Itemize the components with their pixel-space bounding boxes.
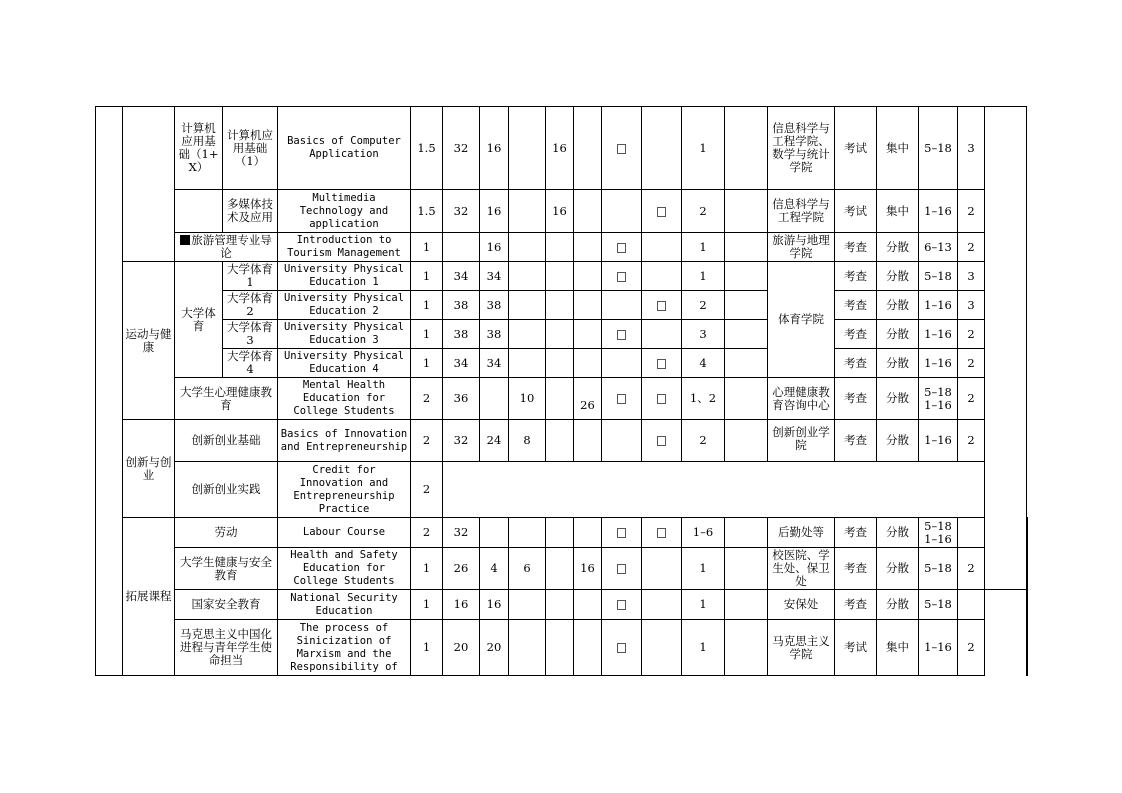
- category-label: 运动与健康: [123, 262, 175, 420]
- department: 旅游与地理学院: [768, 233, 835, 262]
- table-row: [96, 233, 1028, 262]
- teaching-mode: 分散: [877, 378, 919, 420]
- hours-col-c2: 16: [574, 548, 602, 590]
- checkbox-icon: [617, 394, 626, 404]
- cell: [509, 518, 546, 548]
- cell: [574, 420, 602, 462]
- cell: [509, 590, 546, 620]
- exam-type: 考查: [835, 291, 877, 320]
- exam-type: 考查: [835, 548, 877, 590]
- weeks: 1–16: [919, 320, 958, 349]
- course-name-en: Basics of Innovation and Entrepreneurship: [278, 420, 411, 462]
- course-name: 劳动: [175, 518, 278, 548]
- course-name-en: Labour Course: [278, 518, 411, 548]
- cell: [642, 620, 682, 676]
- checkbox-cell: [642, 291, 682, 320]
- course-name-text: 旅游管理专业导论: [191, 233, 272, 260]
- cell: [546, 349, 574, 378]
- cell: [546, 291, 574, 320]
- category-label: 拓展课程: [123, 518, 175, 676]
- credit: 1: [411, 548, 443, 590]
- cell: [642, 233, 682, 262]
- course-table: [95, 106, 1028, 676]
- credit: 1: [411, 320, 443, 349]
- course-name: 大学体育2: [223, 291, 278, 320]
- exam-type: 考查: [835, 420, 877, 462]
- hours: 20: [443, 620, 480, 676]
- checkbox-icon: [617, 528, 626, 538]
- course-name-en: University Physical Education 2: [278, 291, 411, 320]
- term: 4: [682, 349, 725, 378]
- theory-hours: 34: [480, 262, 509, 291]
- cell: [642, 548, 682, 590]
- course-name: 国家安全教育: [175, 590, 278, 620]
- term: 1: [682, 620, 725, 676]
- weekly-hours: 2: [958, 548, 985, 590]
- cell: [574, 190, 602, 233]
- credit: 2: [411, 420, 443, 462]
- department: 安保处: [768, 590, 835, 620]
- checkbox-icon: [657, 436, 666, 446]
- cell: [546, 320, 574, 349]
- checkbox-icon: [617, 643, 626, 653]
- hours: [443, 233, 480, 262]
- checkbox-cell: [602, 620, 642, 676]
- cell: [574, 291, 602, 320]
- term: 1: [682, 262, 725, 291]
- cell: [546, 590, 574, 620]
- teaching-mode: 分散: [877, 518, 919, 548]
- credit: 2: [411, 462, 443, 518]
- table-row: [96, 378, 1028, 420]
- credit: 2: [411, 518, 443, 548]
- checkbox-icon: [617, 600, 626, 610]
- weeks-b: 1–16: [924, 531, 952, 546]
- term: 1–6: [682, 518, 725, 548]
- cell: [725, 420, 768, 462]
- marker-square-icon: [180, 235, 190, 245]
- table-row: [96, 190, 1028, 233]
- theory-hours: 20: [480, 620, 509, 676]
- checkbox-cell: [642, 378, 682, 420]
- hours: 36: [443, 378, 480, 420]
- cell: [725, 262, 768, 291]
- checkbox-cell: [602, 590, 642, 620]
- cell: [725, 233, 768, 262]
- weekly-hours: 2: [958, 378, 985, 420]
- teaching-mode: 分散: [877, 291, 919, 320]
- hours: 34: [443, 262, 480, 291]
- weeks: 6–13: [919, 233, 958, 262]
- exam-type: 考查: [835, 349, 877, 378]
- category-label: 创新与创业: [123, 420, 175, 518]
- cell: [509, 291, 546, 320]
- cell: [546, 620, 574, 676]
- cell: [602, 190, 642, 233]
- credit: 1: [411, 620, 443, 676]
- empty-merged-cell: [443, 462, 985, 518]
- weekly-hours: [958, 590, 985, 620]
- teaching-mode: 分散: [877, 590, 919, 620]
- cell: [480, 518, 509, 548]
- checkbox-cell: [602, 320, 642, 349]
- course-name: 马克思主义中国化进程与青年学生使命担当: [175, 620, 278, 676]
- cell: [574, 233, 602, 262]
- cell: [574, 349, 602, 378]
- teaching-mode: 分散: [877, 420, 919, 462]
- cell: [546, 548, 574, 590]
- weekly-hours: 2: [958, 320, 985, 349]
- course-name: 创新创业基础: [175, 420, 278, 462]
- department: 创新创业学院: [768, 420, 835, 462]
- weeks: 1–16: [919, 349, 958, 378]
- theory-hours: 4: [480, 548, 509, 590]
- weeks: 5–18: [919, 548, 958, 590]
- theory-hours: 24: [480, 420, 509, 462]
- teaching-mode: 分散: [877, 349, 919, 378]
- weekly-hours: 2: [958, 233, 985, 262]
- weekly-hours: 2: [958, 420, 985, 462]
- cell: [574, 518, 602, 548]
- weeks: [919, 378, 958, 420]
- teaching-mode: 分散: [877, 320, 919, 349]
- hours: 32: [443, 420, 480, 462]
- course-name: 创新创业实践: [175, 462, 278, 518]
- credit: 1: [411, 349, 443, 378]
- course-name-en: University Physical Education 3: [278, 320, 411, 349]
- course-group: 计算机应用基础（1+X）: [175, 107, 223, 190]
- cell: [602, 420, 642, 462]
- hours: 32: [443, 518, 480, 548]
- checkbox-cell: [602, 548, 642, 590]
- cell: [725, 107, 768, 190]
- credit: 1.5: [411, 107, 443, 190]
- course-name-en: Introduction to Tourism Management: [278, 233, 411, 262]
- teaching-mode: 分散: [877, 233, 919, 262]
- course-name-en: Mental Health Education for College Students: [278, 378, 411, 420]
- exam-type: 考试: [835, 190, 877, 233]
- term: 3: [682, 320, 725, 349]
- department: 体育学院: [768, 262, 835, 378]
- department: 后勤处等: [768, 518, 835, 548]
- cell: [725, 349, 768, 378]
- checkbox-cell: [602, 378, 642, 420]
- cell: [509, 190, 546, 233]
- course-name: 大学体育3: [223, 320, 278, 349]
- table-row: [96, 462, 1028, 518]
- theory-hours: 16: [480, 107, 509, 190]
- department: 信息科学与工程学院、数学与统计学院: [768, 107, 835, 190]
- department: 心理健康教育咨询中心: [768, 378, 835, 420]
- cell: [546, 262, 574, 291]
- hours: 38: [443, 291, 480, 320]
- practice-hours: 16: [546, 190, 574, 233]
- table-row: [96, 420, 1028, 462]
- course-name: 大学生心理健康教育: [175, 378, 278, 420]
- cell: [725, 291, 768, 320]
- weekly-hours: 3: [958, 262, 985, 291]
- cell: [725, 518, 768, 548]
- weeks: 5–18: [919, 262, 958, 291]
- course-name: 大学生健康与安全教育: [175, 548, 278, 590]
- table-row: [96, 262, 1028, 291]
- weekly-hours: 3: [958, 291, 985, 320]
- note-all-required: [1027, 518, 1028, 676]
- hours: 16: [443, 590, 480, 620]
- checkbox-icon: [617, 243, 626, 253]
- practice-hours: 16: [546, 107, 574, 190]
- weekly-hours: 2: [958, 190, 985, 233]
- practice-hours: 8: [509, 420, 546, 462]
- cell: [509, 262, 546, 291]
- hours: 38: [443, 320, 480, 349]
- checkbox-icon: [657, 528, 666, 538]
- course-name-en: Health and Safety Education for College Students: [278, 548, 411, 590]
- theory-hours: 16: [480, 233, 509, 262]
- course-name: 多媒体技术及应用: [223, 190, 278, 233]
- checkbox-cell: [642, 190, 682, 233]
- left-margin-cell: [96, 107, 123, 676]
- weeks: 5–18: [919, 107, 958, 190]
- weekly-hours: 2: [958, 620, 985, 676]
- weekly-hours: 2: [958, 349, 985, 378]
- checkbox-icon: [617, 272, 626, 282]
- checkbox-icon: [657, 394, 666, 404]
- table-row: [96, 620, 1028, 676]
- teaching-mode: 集中: [877, 107, 919, 190]
- table-row: [96, 107, 1028, 190]
- checkbox-cell: [642, 420, 682, 462]
- weeks-a: 5–18: [924, 518, 952, 533]
- term: 1: [682, 107, 725, 190]
- checkbox-icon: [617, 144, 626, 154]
- teaching-mode: 分散: [877, 548, 919, 590]
- table-row: [96, 548, 1028, 590]
- cell: [725, 590, 768, 620]
- checkbox-cell: [602, 233, 642, 262]
- credit: 2: [411, 378, 443, 420]
- weeks: 1–16: [919, 620, 958, 676]
- cell: [725, 378, 768, 420]
- cell: [546, 518, 574, 548]
- theory-hours: 16: [480, 190, 509, 233]
- exam-type: 考查: [835, 518, 877, 548]
- cell: [509, 620, 546, 676]
- course-name-en: University Physical Education 4: [278, 349, 411, 378]
- cell: [175, 190, 223, 233]
- credit: 1: [411, 291, 443, 320]
- weeks-a: 5–18: [924, 384, 952, 399]
- table-row: [96, 518, 1028, 548]
- department: 校医院、学生处、保卫处: [768, 548, 835, 590]
- exam-type: 考查: [835, 262, 877, 291]
- table-row: [96, 590, 1028, 620]
- cell: [602, 291, 642, 320]
- weeks: 5–18: [919, 590, 958, 620]
- term: 1、2: [682, 378, 725, 420]
- hours: 32: [443, 190, 480, 233]
- exam-type: 考查: [835, 233, 877, 262]
- cell: [574, 590, 602, 620]
- weeks: [919, 518, 958, 548]
- credit: 1.5: [411, 190, 443, 233]
- cell: [725, 620, 768, 676]
- course-name: 大学体育4: [223, 349, 278, 378]
- cell: [725, 190, 768, 233]
- exam-type: 考查: [835, 378, 877, 420]
- course-name-en: Credit for Innovation and Entrepreneurship Practice: [278, 462, 411, 518]
- hours: 32: [443, 107, 480, 190]
- checkbox-icon: [657, 301, 666, 311]
- term: 2: [682, 291, 725, 320]
- teaching-mode: 分散: [877, 262, 919, 291]
- weekly-hours: 3: [958, 107, 985, 190]
- course-name: [175, 233, 278, 262]
- theory-hours: 16: [480, 590, 509, 620]
- hours-col-c1: 10: [509, 378, 546, 420]
- credit: 1: [411, 590, 443, 620]
- hours-col-c2: 26: [574, 378, 602, 420]
- hours: 34: [443, 349, 480, 378]
- hours-col-c1: 6: [509, 548, 546, 590]
- cell: [509, 233, 546, 262]
- checkbox-icon: [617, 330, 626, 340]
- course-group: 大学体育: [175, 262, 223, 378]
- teaching-mode: 集中: [877, 620, 919, 676]
- checkbox-cell: [602, 107, 642, 190]
- exam-type: 考试: [835, 107, 877, 190]
- exam-type: 考试: [835, 620, 877, 676]
- course-name: 大学体育1: [223, 262, 278, 291]
- cell: [602, 349, 642, 378]
- weeks: 1–16: [919, 420, 958, 462]
- cell: [574, 262, 602, 291]
- weekly-hours: [958, 518, 985, 548]
- weeks-b: 1–16: [924, 397, 952, 412]
- term: 1: [682, 233, 725, 262]
- table-row: [96, 320, 1028, 349]
- cell: [480, 378, 509, 420]
- course-name-en: The process of Sinicization of Marxism and the Responsibility of: [278, 620, 411, 676]
- term: 2: [682, 190, 725, 233]
- checkbox-cell: [642, 349, 682, 378]
- theory-hours: 38: [480, 291, 509, 320]
- hours: 26: [443, 548, 480, 590]
- course-name-en: National Security Education: [278, 590, 411, 620]
- theory-hours: 34: [480, 349, 509, 378]
- teaching-mode: 集中: [877, 190, 919, 233]
- cell: [509, 349, 546, 378]
- checkbox-icon: [657, 207, 666, 217]
- cell: [574, 620, 602, 676]
- cell: [642, 107, 682, 190]
- cell: [546, 420, 574, 462]
- credit: 1: [411, 233, 443, 262]
- checkbox-icon: [617, 564, 626, 574]
- checkbox-cell: [602, 518, 642, 548]
- cell: [546, 378, 574, 420]
- cell: [725, 320, 768, 349]
- department: 信息科学与工程学院: [768, 190, 835, 233]
- exam-type: 考查: [835, 320, 877, 349]
- credit: 1: [411, 262, 443, 291]
- checkbox-icon: [657, 359, 666, 369]
- term: 1: [682, 590, 725, 620]
- term: 1: [682, 548, 725, 590]
- department: 马克思主义学院: [768, 620, 835, 676]
- course-name-en: University Physical Education 1: [278, 262, 411, 291]
- cell: [642, 262, 682, 291]
- table-row: [96, 291, 1028, 320]
- cell: [546, 233, 574, 262]
- course-name-en: Multimedia Technology and application: [278, 190, 411, 233]
- course-name-en: Basics of Computer Application: [278, 107, 411, 190]
- note-cell-empty: [985, 107, 1027, 590]
- checkbox-cell: [642, 518, 682, 548]
- theory-hours: 38: [480, 320, 509, 349]
- weeks: 1–16: [919, 291, 958, 320]
- checkbox-cell: [602, 262, 642, 291]
- cell: [642, 320, 682, 349]
- cell: [509, 320, 546, 349]
- weeks: 1–16: [919, 190, 958, 233]
- cell: [574, 107, 602, 190]
- cell: [509, 107, 546, 190]
- course-name: 计算机应用基础（1）: [223, 107, 278, 190]
- cell: [725, 548, 768, 590]
- term: 2: [682, 420, 725, 462]
- table-row: [96, 349, 1028, 378]
- cell: [642, 590, 682, 620]
- cell: [574, 320, 602, 349]
- exam-type: 考查: [835, 590, 877, 620]
- category-cell-empty: [123, 107, 175, 262]
